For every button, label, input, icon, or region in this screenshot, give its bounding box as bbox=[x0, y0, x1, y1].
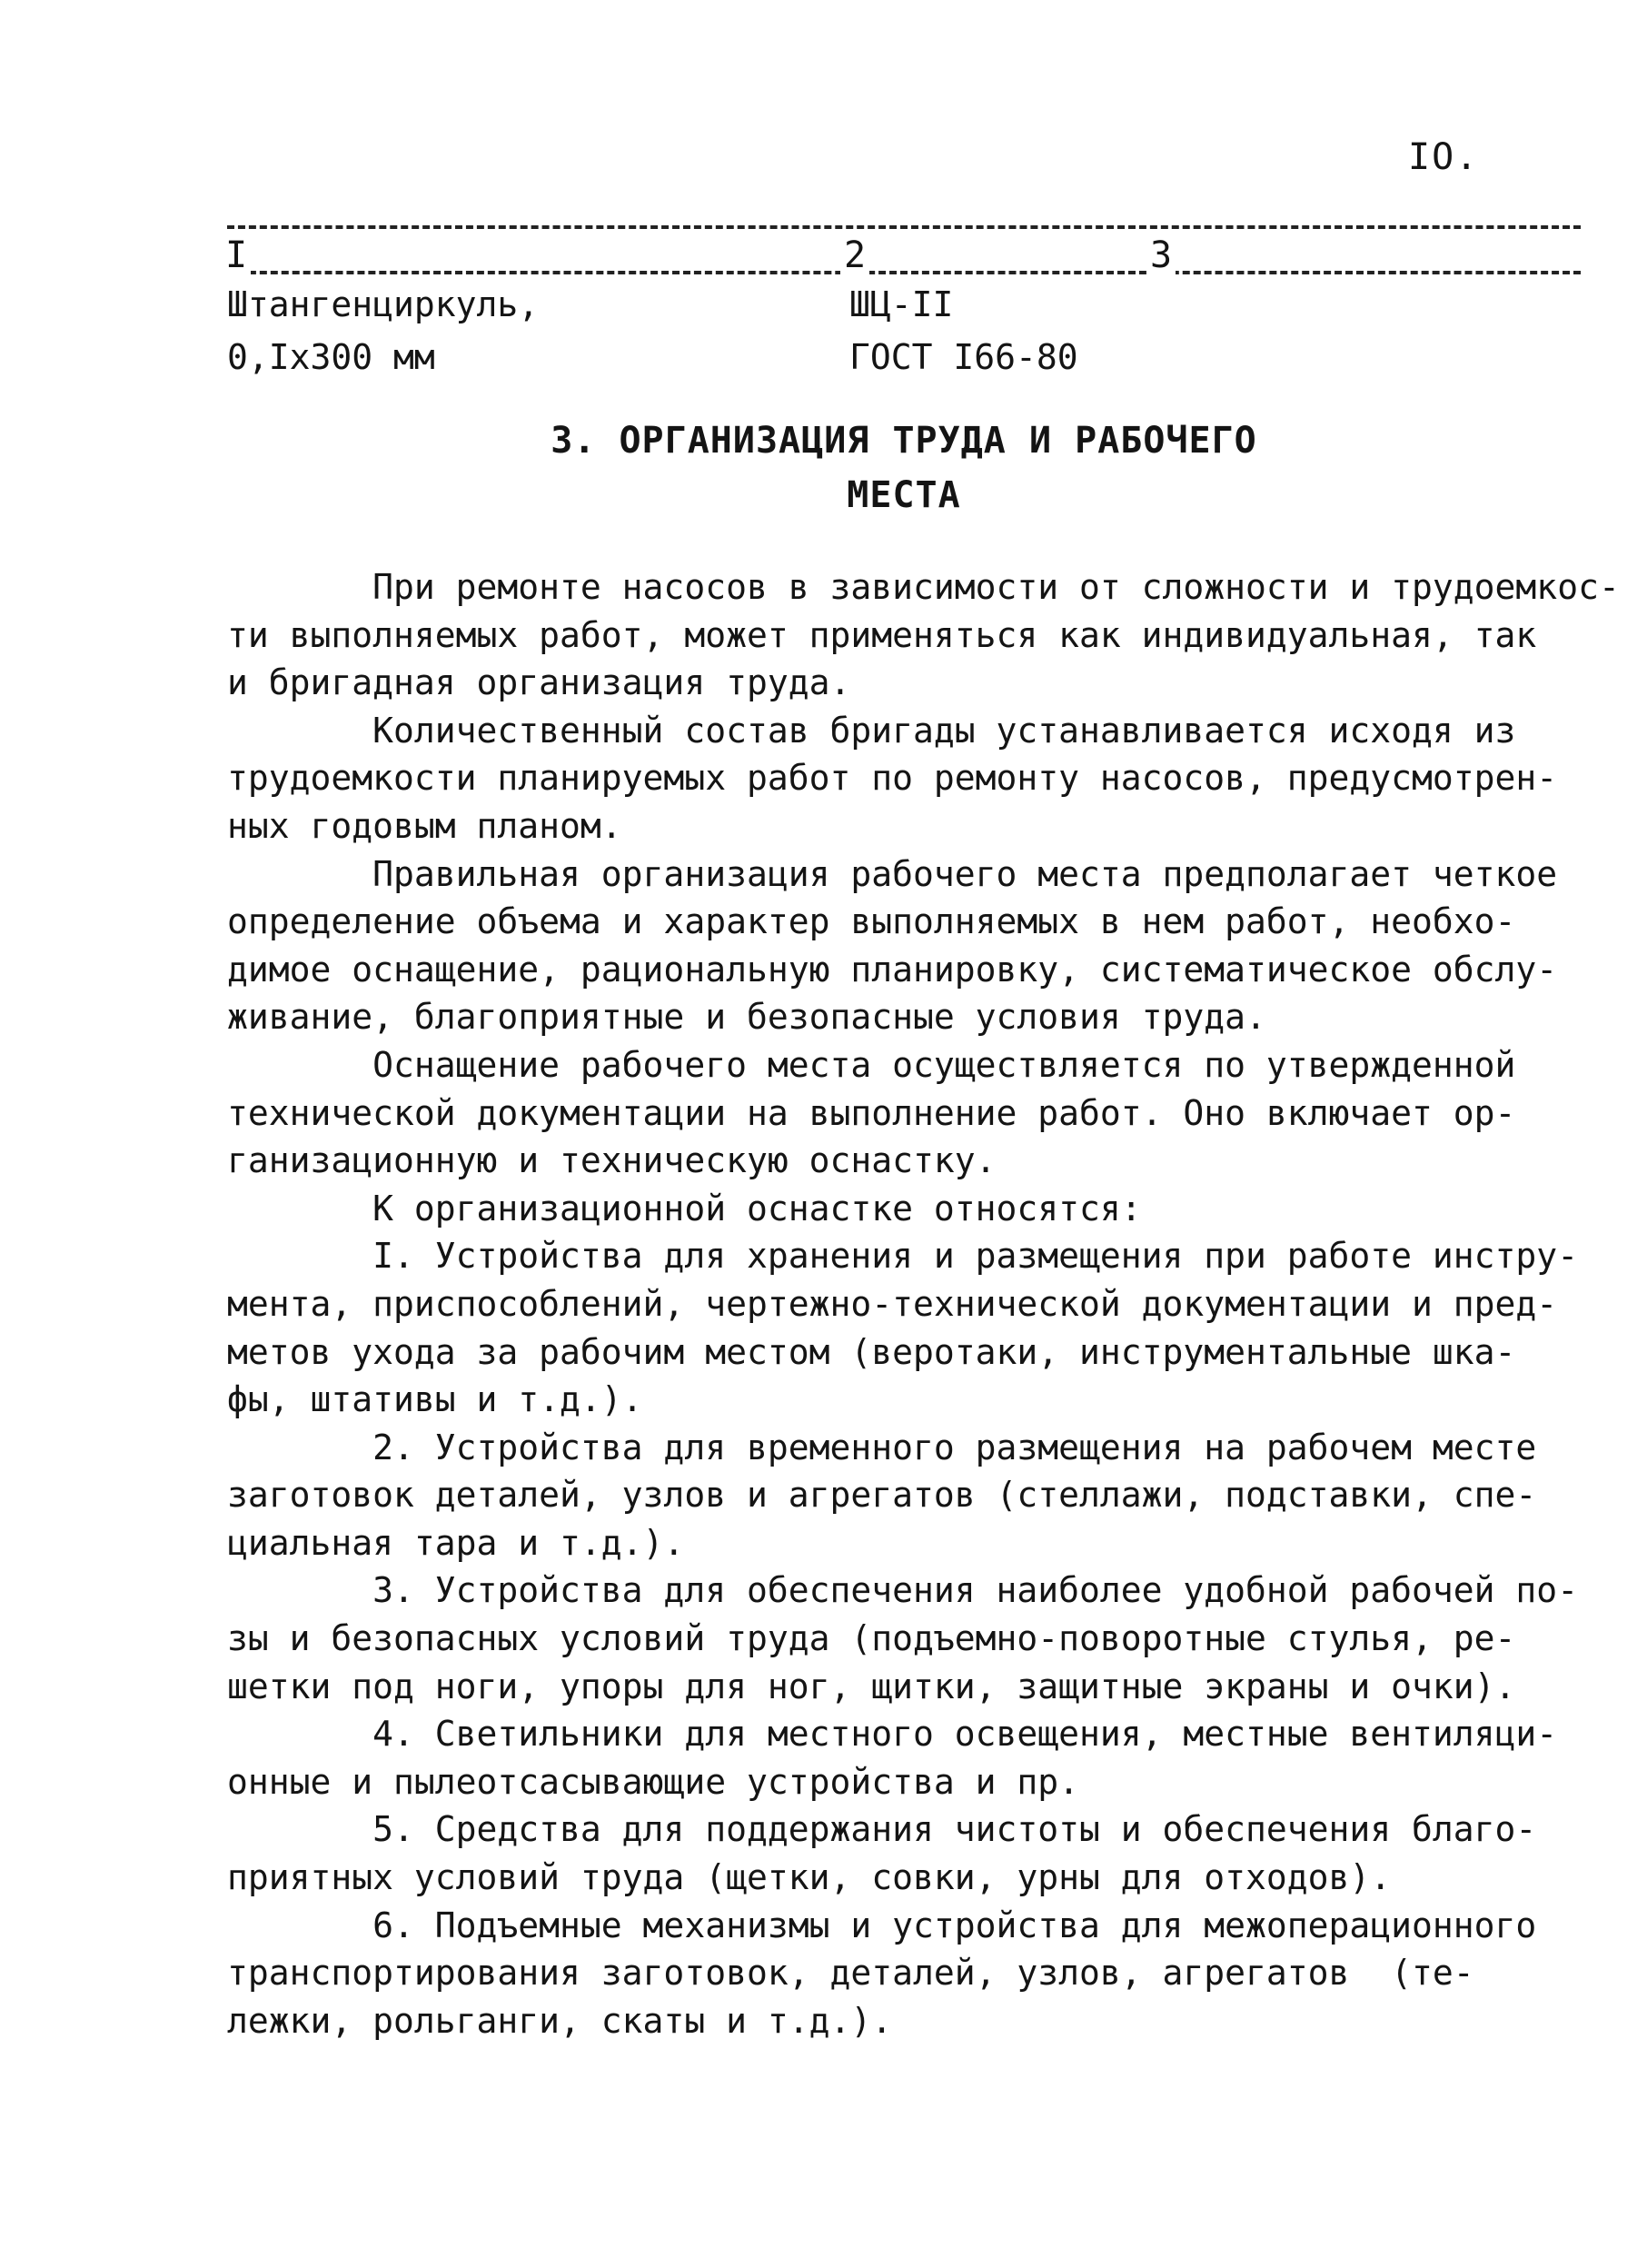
body-text-line: К организационной оснастке относятся: bbox=[227, 1188, 1142, 1228]
body-text-line: фы, штативы и т.д.). bbox=[227, 1379, 643, 1420]
body-text-line: ти выполняемых работ, может применяться как индивидуальная, так bbox=[227, 614, 1537, 655]
section-title-line-2: МЕСТА bbox=[847, 474, 961, 516]
body-text-line: живание, благоприятные и безопасные условия труда. bbox=[227, 997, 1266, 1038]
instrument-spec-line: 0,Iх300 мм bbox=[227, 337, 435, 377]
body-text-line: и бригадная организация труда. bbox=[227, 662, 851, 703]
body-text bbox=[227, 563, 1620, 2044]
body-text-line: транспортирования заготовок, деталей, узлов, агрегатов (те- bbox=[227, 1953, 1474, 1994]
body-text-line: онные и пылеотсасывающие устройства и пр. bbox=[227, 1761, 1079, 1802]
body-text-line: ных годовым планом. bbox=[227, 805, 622, 846]
body-text-line: 4. Светильники для местного освещения, местные вентиляци- bbox=[227, 1714, 1558, 1755]
page-number: IO. bbox=[1408, 136, 1480, 178]
instrument-name-line: Штангенциркуль, bbox=[227, 284, 540, 324]
body-text-line: зы и безопасных условий труда (подъемно-поворотные стулья, ре- bbox=[227, 1618, 1516, 1659]
body-text-line: 5. Средства для поддержания чистоты и обеспечения благо- bbox=[227, 1809, 1537, 1850]
body-text-line: I. Устройства для хранения и размещения при работе инстру- bbox=[227, 1236, 1579, 1277]
table-column-number-1: I bbox=[222, 234, 251, 276]
body-text-line: 6. Подъемные механизмы и устройства для межоперационного bbox=[227, 1905, 1537, 1945]
section-title-line-1: 3. ОРГАНИЗАЦИЯ ТРУДА И РАБОЧЕГО bbox=[551, 420, 1257, 462]
table-cell-instrument-type bbox=[849, 278, 1078, 383]
body-text-line: ганизационную и техническую оснастку. bbox=[227, 1140, 997, 1181]
body-text-line: димое оснащение, рациональную планировку, систематическое обслу- bbox=[227, 949, 1558, 990]
body-text-line: технической документации на выполнение работ. Оно включает ор- bbox=[227, 1092, 1516, 1133]
body-text-line: Количественный состав бригады устанавливается исходя из bbox=[227, 710, 1516, 751]
body-text-line: 3. Устройства для обеспечения наиболее удобной рабочей по- bbox=[227, 1570, 1579, 1611]
body-text-line: определение объема и характер выполняемых в нем работ, необхо- bbox=[227, 901, 1516, 942]
body-text-line: мента, приспособлений, чертежно-технической документации и пред- bbox=[227, 1283, 1558, 1324]
body-text-line: трудоемкости планируемых работ по ремонту насосов, предусмотрен- bbox=[227, 758, 1558, 799]
section-heading bbox=[227, 413, 1581, 522]
body-text-line: шетки под ноги, упоры для ног, щитки, защитные экраны и очки). bbox=[227, 1666, 1516, 1706]
table-header-rule bbox=[227, 271, 1581, 274]
table-cell-instrument-name bbox=[227, 278, 539, 383]
body-text-line: приятных условий труда (щетки, совки, урны для отходов). bbox=[227, 1857, 1392, 1898]
instrument-type-line: ШЦ-II bbox=[849, 284, 954, 324]
body-text-line: заготовок деталей, узлов и агрегатов (стеллажи, подставки, спе- bbox=[227, 1475, 1537, 1516]
body-text-line: циальная тара и т.д.). bbox=[227, 1522, 685, 1563]
body-text-line: метов ухода за рабочим местом (веротаки, инструментальные шка- bbox=[227, 1331, 1516, 1372]
body-text-line: При ремонте насосов в зависимости от сложности и трудоемкос- bbox=[227, 567, 1620, 607]
body-text-line: Оснащение рабочего места осуществляется по утвержденной bbox=[227, 1044, 1516, 1085]
table-top-rule bbox=[227, 225, 1581, 229]
body-text-line: Правильная организация рабочего места предполагает четкое bbox=[227, 853, 1558, 894]
body-text-line: лежки, рольганги, скаты и т.д.). bbox=[227, 2000, 893, 2041]
table-column-number-2: 2 bbox=[840, 234, 869, 276]
instrument-standard-line: ГОСТ I66-80 bbox=[849, 337, 1078, 377]
table-column-number-3: 3 bbox=[1146, 234, 1176, 276]
body-text-line: 2. Устройства для временного размещения на рабочем месте bbox=[227, 1427, 1537, 1467]
